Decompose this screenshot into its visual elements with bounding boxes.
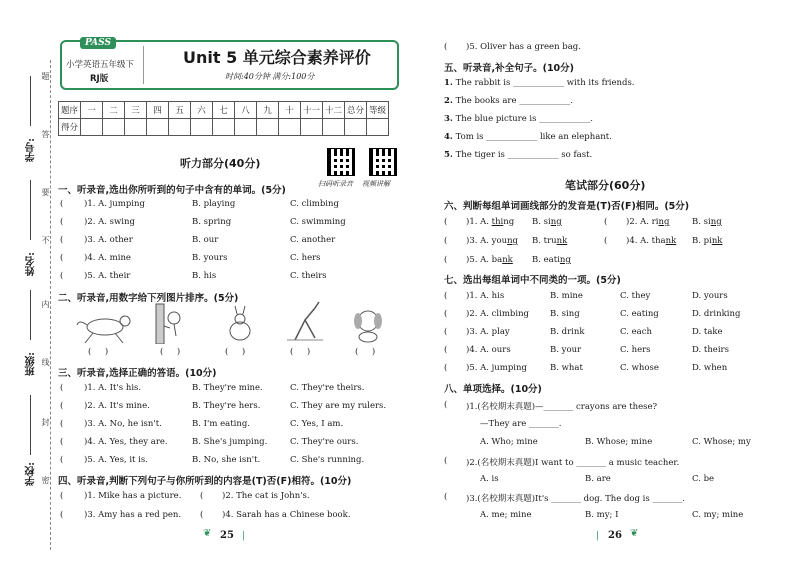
score-cell: 十二 xyxy=(323,102,345,119)
question-option: C. be xyxy=(692,474,715,484)
name-label: 姓名: xyxy=(26,252,37,276)
question-option: B. She's jumping. xyxy=(192,437,268,447)
question-option: )3. A. play xyxy=(466,327,510,337)
score-input[interactable] xyxy=(169,119,191,136)
score-cell: 六 xyxy=(191,102,213,119)
fill-blank-item xyxy=(444,96,573,106)
brand-logo: PASS xyxy=(80,37,116,49)
question-option: D. take xyxy=(692,327,723,337)
section-title: 三、听录音,选择正确的答语。(10分) xyxy=(58,368,217,379)
student-id-label: 学号: xyxy=(26,138,37,162)
score-cell: 一 xyxy=(81,102,103,119)
binding-char: 密 xyxy=(41,476,50,484)
answer-paren[interactable]: ( xyxy=(444,255,448,265)
pronunciation-option: )4. A. thank xyxy=(626,236,677,246)
true-false-item: )1. Mike has a picture. xyxy=(84,491,182,501)
page-marker-icon: | xyxy=(596,531,600,541)
binding-char: 不 xyxy=(41,236,50,244)
section-title: 六、判断每组单词画线部分的发音是(T)否(F)相同。(5分) xyxy=(444,201,690,212)
score-cell: 九 xyxy=(257,102,279,119)
qr-code-icon[interactable] xyxy=(327,148,355,176)
puppy-picture xyxy=(348,305,388,343)
class-label: 班级: xyxy=(26,352,37,376)
question-option: B. sing xyxy=(550,309,580,319)
answer-paren[interactable]: ( xyxy=(200,491,204,501)
qr-label: 扫码听录音 xyxy=(318,180,353,188)
writing-header: 笔试部分(60分) xyxy=(565,179,646,192)
section-title: 四、听录音,判断下列句子与你所听到的内容是(T)否(F)相符。(10分) xyxy=(58,476,352,487)
rabbit-picture xyxy=(218,305,260,343)
fill-blank-text: The books are ____________. xyxy=(455,96,573,106)
page-number: 26 xyxy=(608,530,622,541)
answer-paren[interactable]: ( xyxy=(60,419,64,429)
answer-paren[interactable]: ( xyxy=(60,401,64,411)
fill-line xyxy=(30,180,31,240)
binding-char: 线 xyxy=(41,358,50,366)
question-option: )2. A. climbing xyxy=(466,309,530,319)
multiple-choice-question: —They are _______. xyxy=(480,419,562,429)
score-input[interactable] xyxy=(279,119,301,136)
question-option: B. yours xyxy=(192,253,228,263)
answer-paren[interactable]: ( xyxy=(444,327,448,337)
question-option: B. drink xyxy=(550,327,585,337)
answer-paren[interactable]: ( ) xyxy=(160,347,181,357)
question-option: C. hers xyxy=(290,253,321,263)
score-table-header-row xyxy=(59,102,389,119)
leaf-icon: ❦ xyxy=(630,528,639,539)
binding-char: 答 xyxy=(41,130,50,138)
fill-blank-item xyxy=(444,78,635,88)
qr-label: 视频讲解 xyxy=(362,180,390,188)
question-option: )1. A. It's his. xyxy=(84,383,142,393)
section-title: 一、听录音,选出你所听到的句子中含有的单词。(5分) xyxy=(58,185,286,196)
answer-paren[interactable]: ( xyxy=(60,271,64,281)
fill-blank-item xyxy=(444,114,593,124)
score-input[interactable] xyxy=(191,119,213,136)
pronunciation-option: B. sing xyxy=(692,217,722,227)
question-option: B. what xyxy=(550,363,583,373)
question-option: B. They're hers. xyxy=(192,401,261,411)
answer-paren[interactable]: ( xyxy=(444,42,448,52)
question-option: C. climbing xyxy=(290,199,339,209)
question-option: C. theirs xyxy=(290,271,327,281)
score-table-input-row xyxy=(59,119,389,136)
answer-paren[interactable]: ( xyxy=(60,455,64,465)
score-cell: 十一 xyxy=(301,102,323,119)
answer-paren[interactable]: ( xyxy=(60,510,64,520)
question-option: D. when xyxy=(692,363,728,373)
fill-line xyxy=(30,76,31,126)
question-option: A. Who; mine xyxy=(480,437,538,447)
question-option: C. another xyxy=(290,235,336,245)
pronunciation-option: )3. A. young xyxy=(466,236,518,246)
pronunciation-option: B. trunk xyxy=(532,236,568,246)
header-divider xyxy=(143,46,144,84)
question-option: A. me; mine xyxy=(480,510,532,520)
score-cell: 总分 xyxy=(345,102,367,119)
item-number: 5. xyxy=(444,150,453,160)
score-cell: 七 xyxy=(213,102,235,119)
fill-blank-text: The rabbit is ____________ with its friends. xyxy=(455,78,635,88)
question-option: B. your xyxy=(550,345,582,355)
score-row-label: 得分 xyxy=(59,119,81,136)
section-title: 五、听录音,补全句子。(10分) xyxy=(444,63,575,74)
answer-paren[interactable]: ( ) xyxy=(355,347,376,357)
score-input[interactable] xyxy=(323,119,345,136)
score-input[interactable] xyxy=(301,119,323,136)
pronunciation-option: B. eating xyxy=(532,255,571,265)
item-number: 1. xyxy=(444,78,453,88)
question-option: C. They're ours. xyxy=(290,437,359,447)
page-number: 25 xyxy=(220,530,234,541)
question-option: D. theirs xyxy=(692,345,729,355)
question-option: )5. A. Yes, it is. xyxy=(84,455,148,465)
fill-line xyxy=(30,290,31,340)
score-cell: 十 xyxy=(279,102,301,119)
answer-paren[interactable]: ( xyxy=(60,437,64,447)
pronunciation-option: )5. A. bank xyxy=(466,255,513,265)
school-label: 学校: xyxy=(26,462,37,486)
answer-paren[interactable]: ( ) xyxy=(290,347,311,357)
score-input[interactable] xyxy=(213,119,235,136)
question-option: )1. A. jumping xyxy=(84,199,145,209)
fill-blank-item xyxy=(444,132,612,142)
answer-paren[interactable]: ( xyxy=(60,199,64,209)
question-option: C. They're theirs. xyxy=(290,383,365,393)
monkey-tree-picture xyxy=(150,302,190,344)
binding-char: 封 xyxy=(41,418,50,426)
question-option: B. Whose; mine xyxy=(585,437,653,447)
true-false-item: )5. Oliver has a green bag. xyxy=(466,42,581,52)
fill-line xyxy=(30,395,31,455)
multiple-choice-question: )3.(名校期末真题)It's _______ dog. The dog is _______. xyxy=(466,494,685,504)
true-false-item: )4. Sarah has a Chinese book. xyxy=(222,510,351,520)
pronunciation-option: )1. A. thing xyxy=(466,217,515,227)
pronunciation-option: )2. A. ring xyxy=(626,217,670,227)
true-false-item: )2. The cat is John's. xyxy=(222,491,310,501)
answer-paren[interactable]: ( ) xyxy=(225,347,246,357)
answer-paren[interactable]: ( ) xyxy=(88,347,109,357)
fill-blank-text: The tiger is ____________ so fast. xyxy=(455,150,593,160)
question-option: )1. A. his xyxy=(466,291,505,301)
animal-running-picture xyxy=(75,305,135,345)
score-cell: 题序 xyxy=(59,102,81,119)
question-option: )3. A. other xyxy=(84,235,133,245)
fill-blank-text: Tom is ____________ like an elephant. xyxy=(455,132,612,142)
question-option: B. mine xyxy=(550,291,583,301)
question-option: )3. A. No, he isn't. xyxy=(84,419,162,429)
score-input[interactable] xyxy=(367,119,389,136)
question-option: C. my; mine xyxy=(692,510,744,520)
question-option: )2. A. It's mine. xyxy=(84,401,150,411)
question-option: )4. A. Yes, they are. xyxy=(84,437,168,447)
listening-header: 听力部分(40分) xyxy=(180,157,261,170)
question-option: C. She's running. xyxy=(290,455,365,465)
multiple-choice-question: )2.(名校期末真题)I want to _______ a music teacher. xyxy=(466,458,680,468)
score-input[interactable] xyxy=(81,119,103,136)
question-option: C. They are my rulers. xyxy=(290,401,387,411)
question-option: B. my; I xyxy=(585,510,619,520)
item-number: 4. xyxy=(444,132,453,142)
question-option: C. eating xyxy=(620,309,659,319)
question-option: C. whose xyxy=(620,363,659,373)
question-option: B. playing xyxy=(192,199,236,209)
question-option: )5. A. their xyxy=(84,271,131,281)
answer-paren[interactable]: ( xyxy=(444,236,448,246)
answer-paren[interactable]: ( xyxy=(60,253,64,263)
section-title: 二、听录音,用数字给下列图片排序。(5分) xyxy=(58,293,239,304)
page-marker-icon: | xyxy=(242,531,246,541)
answer-paren[interactable]: ( xyxy=(60,235,64,245)
answer-paren[interactable]: ( xyxy=(60,217,64,227)
binding-char: 题 xyxy=(41,72,50,80)
question-option: C. Whose; my xyxy=(692,437,751,447)
answer-paren[interactable]: ( xyxy=(444,492,448,502)
answer-paren[interactable]: ( xyxy=(444,363,448,373)
score-input[interactable] xyxy=(103,119,125,136)
question-option: B. his xyxy=(192,271,217,281)
leaf-icon: ❦ xyxy=(203,528,212,539)
binding-char: 要 xyxy=(41,188,50,196)
question-option: C. they xyxy=(620,291,651,301)
question-option: )4. A. ours xyxy=(466,345,511,355)
question-option: B. spring xyxy=(192,217,232,227)
question-option: B. They're mine. xyxy=(192,383,263,393)
score-input[interactable] xyxy=(235,119,257,136)
question-option: B. I'm eating. xyxy=(192,419,250,429)
question-option: )4. A. mine xyxy=(84,253,131,263)
time-score: 时间:40分钟 满分:100分 xyxy=(225,72,315,81)
edition-label: RJ版 xyxy=(90,74,109,84)
score-cell: 八 xyxy=(235,102,257,119)
true-false-item: )3. Amy has a red pen. xyxy=(84,510,182,520)
question-option: C. swimming xyxy=(290,217,346,227)
score-input[interactable] xyxy=(147,119,169,136)
answer-paren[interactable]: ( xyxy=(444,217,448,227)
page-title: Unit 5 单元综合素养评价 xyxy=(183,48,371,67)
answer-paren[interactable]: ( xyxy=(444,309,448,319)
question-option: B. No, she isn't. xyxy=(192,455,261,465)
question-option: D. drinking xyxy=(692,309,741,319)
score-cell: 等级 xyxy=(367,102,389,119)
answer-paren[interactable]: ( xyxy=(444,345,448,355)
score-cell: 五 xyxy=(169,102,191,119)
question-option: C. hers xyxy=(620,345,651,355)
answer-paren[interactable]: ( xyxy=(444,456,448,466)
multiple-choice-question: )1.(名校期末真题)—_______ crayons are these? xyxy=(466,402,658,412)
fill-blank-item xyxy=(444,150,592,160)
score-input[interactable] xyxy=(125,119,147,136)
question-option: D. yours xyxy=(692,291,728,301)
question-option: C. each xyxy=(620,327,652,337)
answer-paren[interactable]: ( xyxy=(604,236,608,246)
score-cell: 二 xyxy=(103,102,125,119)
answer-paren[interactable]: ( xyxy=(444,291,448,301)
section-title: 八、单项选择。(10分) xyxy=(444,384,542,395)
question-option: )2. A. swing xyxy=(84,217,135,227)
answer-paren[interactable]: ( xyxy=(60,491,64,501)
qr-code-icon[interactable] xyxy=(369,148,397,176)
answer-paren[interactable]: ( xyxy=(444,400,448,410)
score-input[interactable] xyxy=(257,119,279,136)
kangaroo-picture xyxy=(285,300,325,344)
score-input[interactable] xyxy=(345,119,367,136)
answer-paren[interactable]: ( xyxy=(60,383,64,393)
pronunciation-option: B. pink xyxy=(692,236,723,246)
score-cell: 三 xyxy=(125,102,147,119)
pronunciation-option: B. sing xyxy=(532,217,562,227)
binding-char: 内 xyxy=(41,300,50,308)
question-option: A. is xyxy=(480,474,499,484)
question-option: B. our xyxy=(192,235,219,245)
score-cell: 四 xyxy=(147,102,169,119)
question-option: B. are xyxy=(585,474,611,484)
score-table xyxy=(58,101,389,136)
question-option: )5. A. jumping xyxy=(466,363,527,373)
grade-label: 小学英语五年级下 xyxy=(66,60,135,70)
item-number: 3. xyxy=(444,114,453,124)
item-number: 2. xyxy=(444,96,453,106)
answer-paren[interactable]: ( xyxy=(604,217,608,227)
answer-paren[interactable]: ( xyxy=(200,510,204,520)
fill-blank-text: The blue picture is ____________. xyxy=(455,114,593,124)
question-option: C. Yes, I am. xyxy=(290,419,344,429)
section-title: 七、选出每组单词中不同类的一项。(5分) xyxy=(444,275,621,286)
